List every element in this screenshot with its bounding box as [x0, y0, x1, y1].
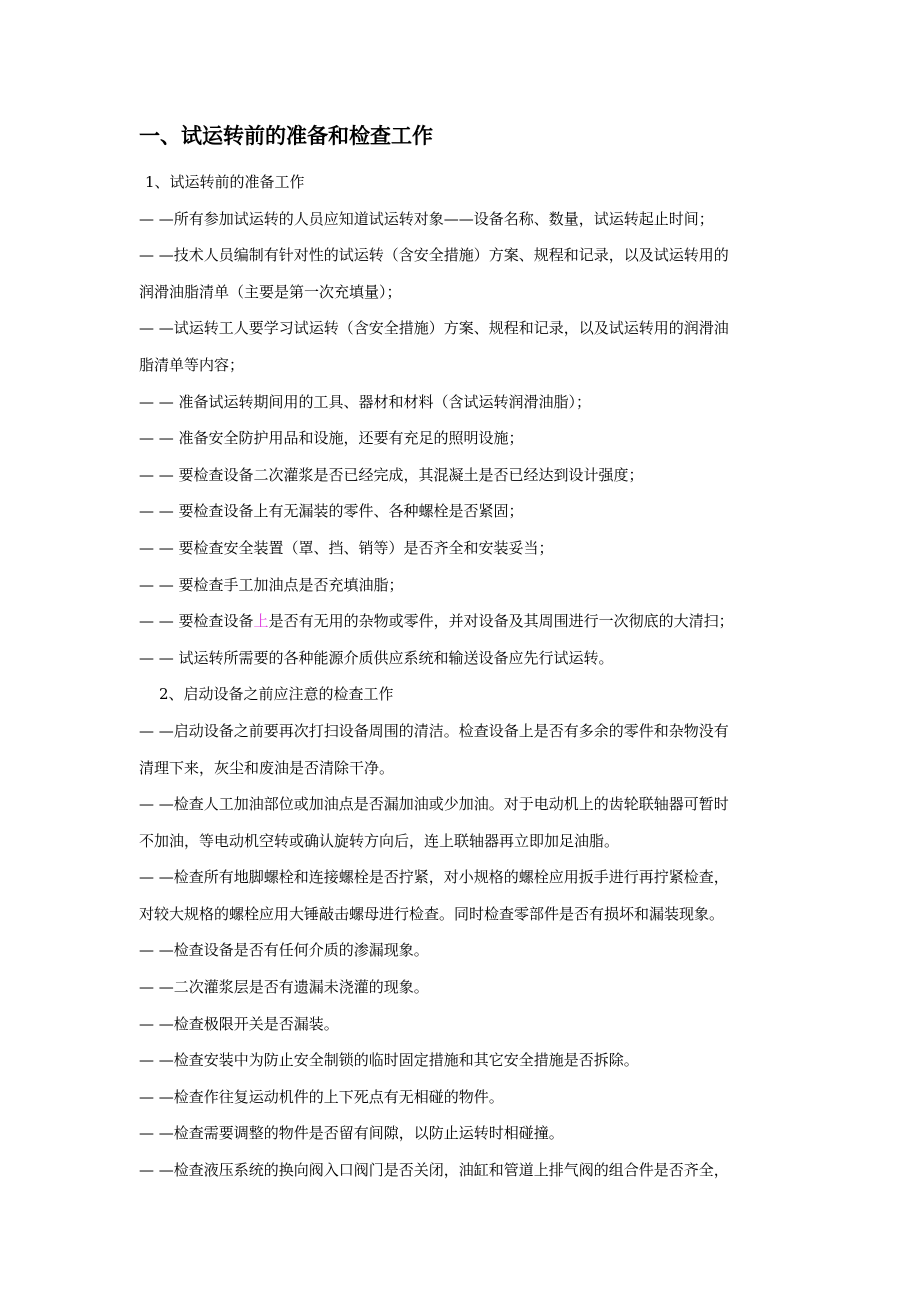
paragraph-line: 清理下来，灰尘和废油是否清除干净。	[139, 758, 395, 777]
paragraph-line	[139, 603, 799, 640]
paragraph-line: — —启动设备之前要再次打扫设备周围的清洁。检查设备上是否有多余的零件和杂物没有	[139, 721, 729, 740]
line-text: — — 要检查设备	[139, 612, 254, 631]
paragraph-line: — — 要检查设备二次灌浆是否已经完成，其混凝土是否已经达到设计强度；	[139, 465, 644, 484]
paragraph-line: — —检查设备是否有任何介质的渗漏现象。	[139, 941, 429, 960]
line-text: 是否有无用的杂物或零件，并对设备及其周围进行一次彻底的大清扫；	[268, 612, 734, 631]
paragraph-line: 润滑油脂清单（主要是第一次充填量）；	[139, 282, 402, 301]
paragraph-line: — —二次灌浆层是否有遗漏未浇灌的现象。	[139, 978, 429, 997]
paragraph-line: — — 要检查设备上有无漏装的零件、各种螺栓是否紧固；	[139, 502, 524, 521]
highlighted-text: 上	[253, 612, 269, 631]
paragraph-line: — —所有参加试运转的人员应知道试运转对象——设备名称、数量，试运转起止时间；	[139, 209, 714, 228]
section-heading: 一、试运转前的准备和检查工作	[139, 124, 433, 148]
paragraph-line: — —试运转工人要学习试运转（含安全措施）方案、规程和记录，以及试运转用的润滑油	[139, 319, 729, 338]
paragraph-line: — —检查所有地脚螺栓和连接螺栓是否拧紧，对小规格的螺栓应用扳手进行再拧紧检查，	[139, 868, 729, 887]
paragraph-line: — —检查人工加油部位或加油点是否漏加油或少加油。对于电动机上的齿轮联轴器可暂时	[139, 795, 729, 814]
document-body	[139, 164, 799, 1189]
paragraph-line: — — 要检查安全装置（罩、挡、销等）是否齐全和安装妥当；	[139, 538, 554, 557]
paragraph-line: 脂清单等内容；	[139, 355, 245, 374]
paragraph-line: — —技术人员编制有针对性的试运转（含安全措施）方案、规程和记录，以及试运转用的	[139, 246, 729, 265]
paragraph-line: — — 要检查手工加油点是否充填油脂；	[139, 575, 404, 594]
paragraph-line: — — 试运转所需要的各种能源介质供应系统和输送设备应先行试运转。	[139, 648, 614, 667]
paragraph-line: — —检查极限开关是否漏装。	[139, 1014, 339, 1033]
paragraph-line: — —检查安装中为防止安全制锁的临时固定措施和其它安全措施是否拆除。	[139, 1051, 639, 1070]
paragraph-line: — — 准备试运转期间用的工具、器材和材料（含试运转润滑油脂）；	[139, 392, 592, 411]
paragraph-line: — — 准备安全防护用品和设施，还要有充足的照明设施；	[139, 429, 524, 448]
paragraph-line: — —检查液压系统的换向阀入口阀门是否关闭，油缸和管道上排气阀的组合件是否齐全，	[139, 1161, 729, 1180]
subsection-title: 2、启动设备之前应注意的检查工作	[159, 685, 394, 704]
paragraph-line: — —检查需要调整的物件是否留有间隙，以防止运转时相碰撞。	[139, 1124, 564, 1143]
subsection-title: 1、试运转前的准备工作	[145, 173, 305, 191]
paragraph-line: 不加油，等电动机空转或确认旋转方向后，连上联轴器再立即加足油脂。	[139, 831, 620, 850]
paragraph-line: 对较大规格的螺栓应用大锤敲击螺母进行检查。同时检查零部件是否有损坏和漏装现象。	[139, 904, 725, 923]
paragraph-line: — —检查作往复运动机件的上下死点有无相碰的物件。	[139, 1087, 504, 1106]
